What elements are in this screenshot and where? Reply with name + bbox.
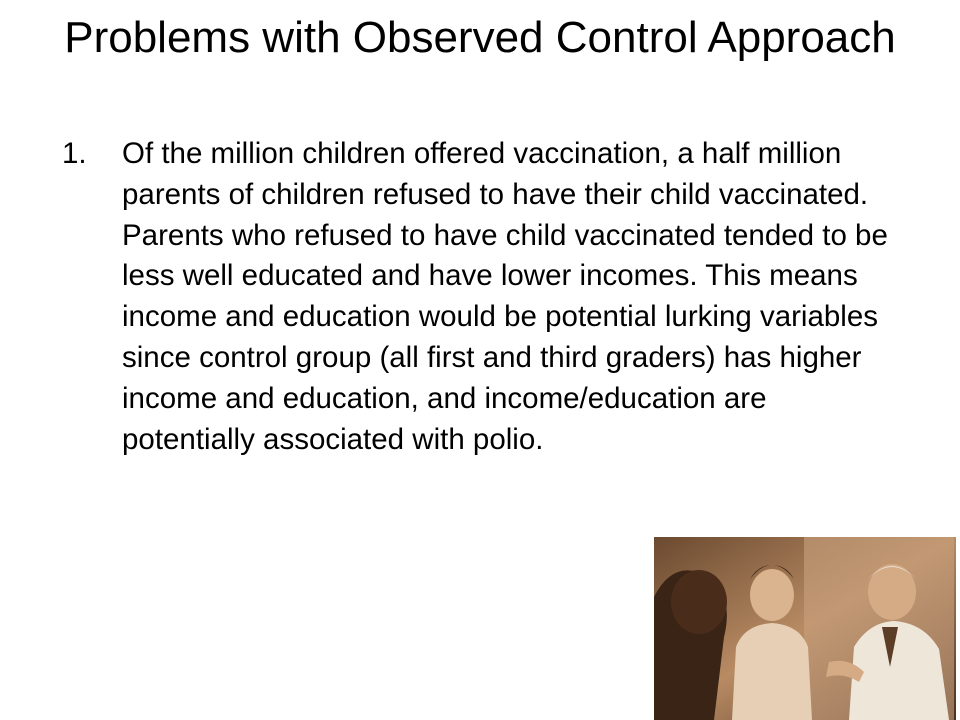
numbered-list (62, 134, 902, 460)
vaccination-photo (654, 537, 956, 720)
list-item (62, 134, 902, 460)
slide-title: Problems with Observed Control Approach (64, 13, 896, 62)
list-item-text: Of the million children offered vaccination, a half million parents of children refused to have their child vaccinated. Parents who refused to have child vaccinated tended to be less well educated and have lower incomes. This means income and education would be potential lurking variables since control group (all first and third graders) has higher income and education, and income/education are potentially associated with polio. (122, 137, 888, 456)
list-item-number: 1. (62, 137, 87, 170)
